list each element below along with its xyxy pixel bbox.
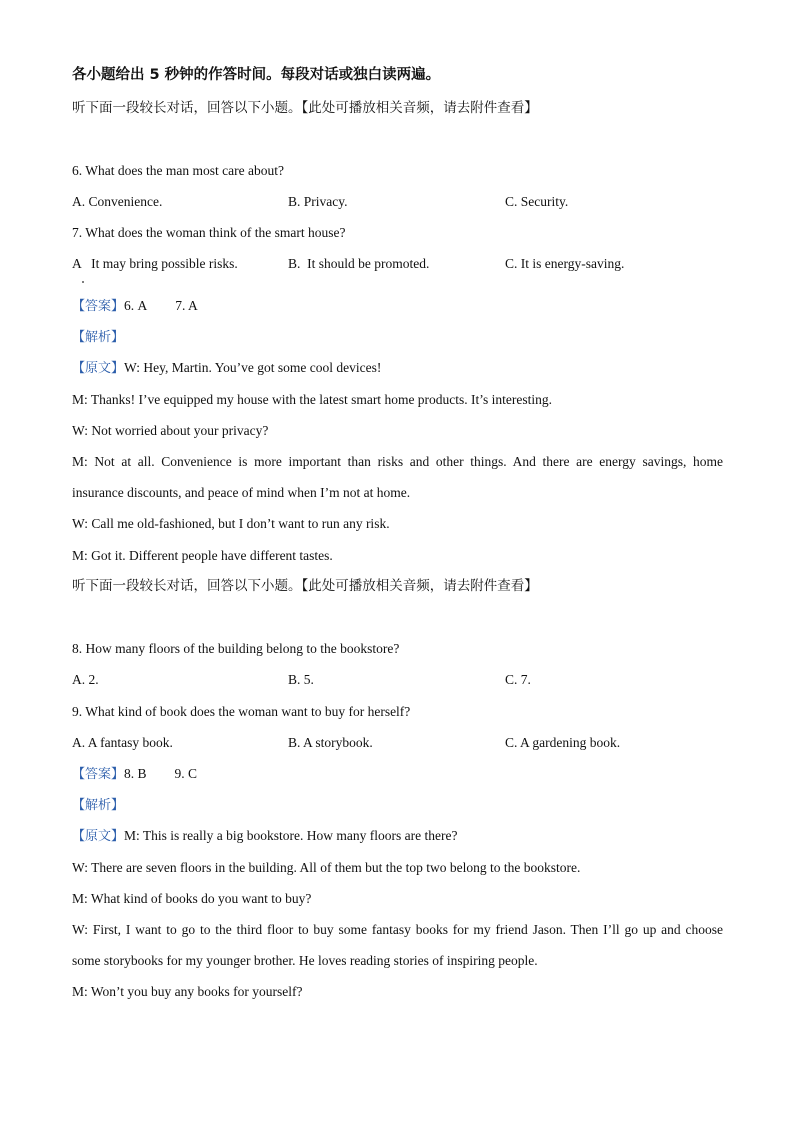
q7-option-b: B. It should be promoted. (288, 256, 430, 271)
original-tag: 【原文】 (72, 829, 125, 844)
transcript-1-line-6: W: Call me old-fashioned, but I don’t want to run any risk. (72, 516, 390, 531)
transcript-2-line-2: W: There are seven floors in the building. All of them but the top two belong to the bookstore. (72, 860, 581, 875)
q8-option-c: C. 7. (505, 672, 531, 687)
q6-option-b: B. Privacy. (288, 194, 348, 209)
transcript-1-line-2: M: Thanks! I’ve equipped my house with the latest smart home products. It’s interesting. (72, 392, 553, 407)
analysis-tag: 【解析】 (72, 330, 125, 345)
q6-option-a: A. Convenience. (72, 194, 163, 209)
transcript-1-line-4: M: Not at all. Convenience is more important than risks and other things. And there are energy savings, home (72, 454, 723, 469)
answer-tag: 【答案】 (72, 767, 125, 782)
original-tag: 【原文】 (72, 361, 125, 376)
q8-option-a: A. 2. (72, 672, 99, 687)
transcript-text: W: Hey, Martin. You’ve got some cool devices! (124, 360, 382, 375)
transcript-2-line-6: M: Won’t you buy any books for yourself? (72, 984, 303, 999)
answer-tag: 【答案】 (72, 299, 125, 314)
answer-7: 7. A (175, 298, 198, 313)
transcript-2-line-1 (72, 827, 457, 846)
question-7: 7. What does the woman think of the smart house? (72, 225, 346, 240)
analysis-tag: 【解析】 (72, 798, 125, 813)
transcript-1-line-1 (72, 359, 381, 378)
transcript-1-line-7: M: Got it. Different people have different tastes. (72, 548, 333, 563)
transcript-text: M: This is really a big bookstore. How many floors are there? (124, 828, 458, 843)
q7-option-a: A It may bring possible risks. (72, 256, 238, 271)
answer-8: 8. B (124, 766, 147, 781)
answer-6: 6. A (124, 298, 148, 313)
stray-dot (82, 281, 84, 283)
analysis-row-2 (72, 796, 124, 815)
q7-option-c: C. It is energy-saving. (505, 256, 625, 271)
question-8: 8. How many floors of the building belong to the bookstore? (72, 641, 400, 656)
instruction-heading: 各小题给出 5 秒钟的作答时间。每段对话或独白读两遍。 (72, 67, 441, 83)
section1-intro: 听下面一段较长对话，回答以下小题。【此处可播放相关音频，请去附件查看】 (72, 100, 538, 116)
answer-9: 9. C (174, 766, 198, 781)
question-6: 6. What does the man most care about? (72, 163, 284, 178)
transcript-2-line-4: W: First, I want to go to the third floor to buy some fantasy books for my friend Jason. Then I’ll go up and choose (72, 922, 723, 937)
transcript-2-line-3: M: What kind of books do you want to buy? (72, 891, 312, 906)
transcript-1-line-3: W: Not worried about your privacy? (72, 423, 269, 438)
transcript-1-line-5: insurance discounts, and peace of mind when I’m not at home. (72, 485, 411, 500)
q9-option-b: B. A storybook. (288, 735, 373, 750)
q8-option-b: B. 5. (288, 672, 314, 687)
q9-option-a: A. A fantasy book. (72, 735, 173, 750)
analysis-row-1 (72, 328, 124, 347)
question-9: 9. What kind of book does the woman want to buy for herself? (72, 704, 411, 719)
q9-option-c: C. A gardening book. (505, 735, 621, 750)
transcript-2-line-5: some storybooks for my younger brother. He loves reading stories of inspiring people. (72, 953, 538, 968)
answer-row-1 (72, 297, 198, 316)
q6-option-c: C. Security. (505, 194, 569, 209)
section2-intro: 听下面一段较长对话，回答以下小题。【此处可播放相关音频，请去附件查看】 (72, 578, 538, 594)
answer-row-2 (72, 765, 197, 784)
